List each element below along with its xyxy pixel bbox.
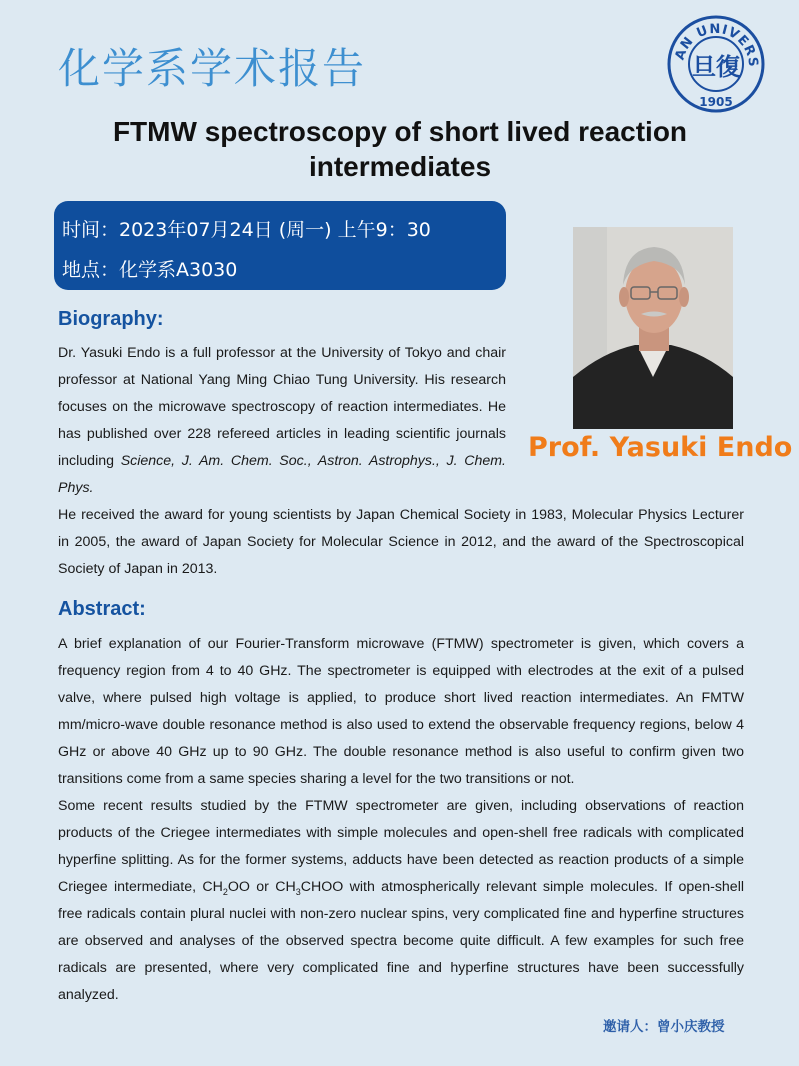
biography-paragraph-2: He received the award for young scientists by Japan Chemical Society in 1983, Molecular Physics Lecturer in 2005, the award of Japan Society for Molecular Science in 2012, and the award of the Spectroscopical Society of Japan in 2013. bbox=[58, 507, 744, 577]
abstract-heading: Abstract: bbox=[58, 598, 146, 620]
subscript-3: 3 bbox=[295, 886, 301, 897]
svg-text:FUDAN UNIVERSITY: AN UNIVERS bbox=[672, 21, 761, 69]
talk-title: FTMW spectroscopy of short lived reaction intermediates bbox=[112, 116, 688, 182]
abstract-paragraph-1: A brief explanation of our Fourier-Transform microwave (FTMW) spectrometer is given, which covers a frequency region from 4 to 40 GHz. The spectrometer is equipped with electrodes at the exit of a pulsed valve, where pulsed high voltage is applied, to produce short lived reaction intermediates. An FMTW mm/micro-wave double resonance method is also used to extend the observable frequency regions, below 4 GHz or above 40 GHz up to 90 GHz. The double resonance method is also useful to confirm given two transitions come from a same species sharing a level for the two transitions or not. bbox=[58, 636, 744, 787]
place-line: 地点：化学系A3030 bbox=[62, 259, 238, 281]
schedule-box bbox=[54, 201, 506, 290]
biography-heading: Biography: bbox=[58, 308, 164, 330]
biography-text: Dr. Yasuki Endo is a full professor at the University of Tokyo and chair professor at National Yang Ming Chiao Tung University. His research focuses on the microwave spectroscopy of reaction intermediates. He has published over 228 refereed articles in leading scientific journals including bbox=[58, 345, 506, 469]
abstract-text-a: Some recent results studied by the FTMW spectrometer are given, including observations of reaction products of the Criegee intermediates with simple molecules and open-shell free radicals with complicated hyperfine splitting. As for the former systems, adducts have been detected as reaction products of a simple Criegee intermediate, CH bbox=[58, 798, 744, 895]
portrait-image bbox=[573, 227, 733, 429]
department-title: 化学系学术报告 bbox=[58, 44, 367, 93]
speaker-name: Prof. Yasuki Endo bbox=[528, 432, 793, 463]
fudan-university-logo bbox=[666, 14, 766, 114]
speaker-photo bbox=[573, 227, 733, 429]
abstract-paragraph-2 bbox=[58, 793, 744, 1009]
university-seal-icon bbox=[666, 14, 766, 114]
journal-list: Science, J. Am. Chem. Soc., Astron. Astrophys., J. Chem. Phys. bbox=[58, 453, 506, 496]
abstract-text-c: CHOO with atmospherically relevant simple molecules. If open-shell free radicals contain plural nuclei with non-zero nuclear spins, very complicated fine and hyperfine structures are observed and analyses of the observed spectra become quite difficult. A few examples for such free radicals are presented, where very complicated fine and hyperfine structures have been successfully analyzed. bbox=[58, 879, 744, 1003]
subscript-2: 2 bbox=[222, 886, 228, 897]
svg-text:1905: 1905 bbox=[699, 95, 733, 109]
svg-text:旦復: 旦復 bbox=[692, 53, 740, 81]
time-line: 时间：2023年07月24日 (周一) 上午9：30 bbox=[62, 219, 431, 241]
abstract-text-b: OO or CH bbox=[227, 879, 296, 895]
inviter-line: 邀请人：曾小庆教授 bbox=[603, 1019, 725, 1035]
biography-paragraph-1 bbox=[58, 340, 506, 502]
